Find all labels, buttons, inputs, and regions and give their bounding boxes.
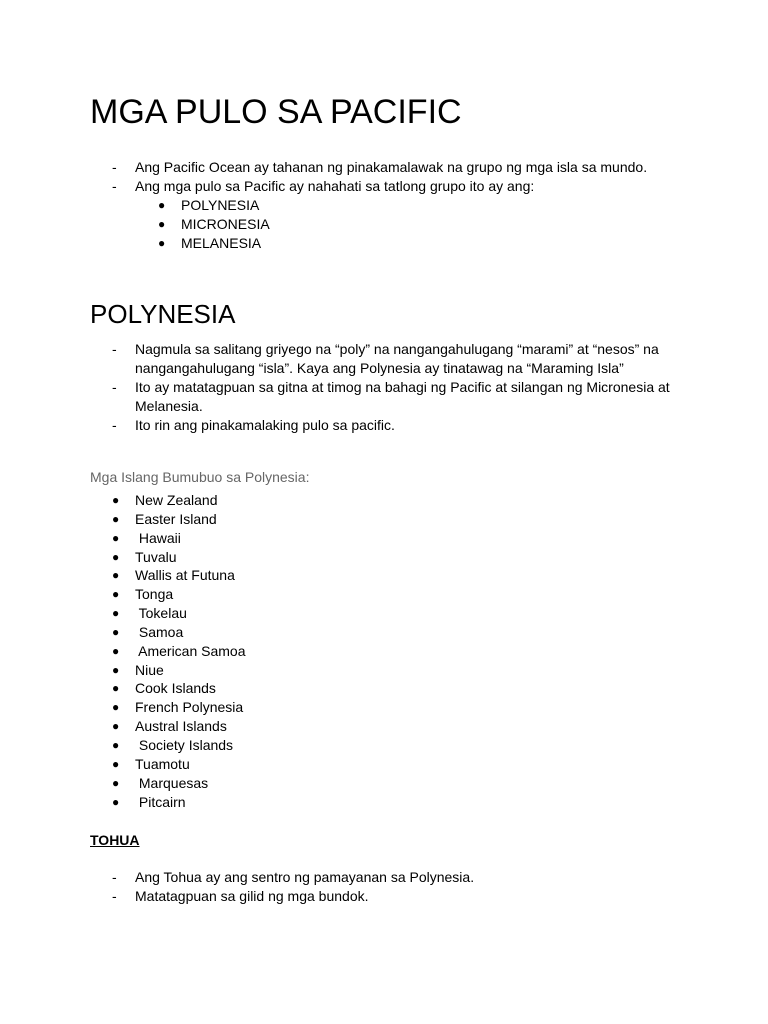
bullet-marker: ● <box>112 624 120 639</box>
bullet-marker: ● <box>112 681 120 696</box>
island-name: Tuamotu <box>135 755 190 772</box>
list-item <box>0 158 675 177</box>
island-item <box>90 566 246 585</box>
list-item <box>136 234 270 253</box>
bullet-marker: ● <box>112 568 120 583</box>
island-name: Cook Islands <box>135 680 216 697</box>
island-name: New Zealand <box>135 492 218 508</box>
bullet-marker: ● <box>112 719 120 734</box>
list-item-text: Ang mga pulo sa Pacific ay nahahati sa tatlong grupo ito ay ang: <box>135 178 535 194</box>
list-item <box>0 887 675 906</box>
island-name: Pitcairn <box>135 793 186 810</box>
island-item <box>90 548 246 567</box>
island-name: Niue <box>135 661 164 678</box>
list-item <box>0 868 675 887</box>
page-title: MGA PULO SA PACIFIC <box>90 93 462 131</box>
island-item <box>90 698 246 717</box>
bullet-marker: ● <box>112 606 120 621</box>
dash-marker: - <box>112 341 117 357</box>
island-name: Marquesas <box>135 774 209 791</box>
groups-list <box>136 196 270 253</box>
bullet-marker: ● <box>112 587 120 602</box>
list-item <box>0 416 675 435</box>
island-name: Austral Islands <box>135 718 227 735</box>
tohua-list <box>0 868 675 906</box>
island-item <box>90 529 246 548</box>
list-item <box>136 196 270 215</box>
list-item <box>136 215 270 234</box>
bullet-marker: ● <box>112 549 120 564</box>
section-heading-tohua: TOHUA <box>90 832 140 848</box>
island-item <box>90 491 246 510</box>
bullet-marker: ● <box>112 643 120 658</box>
bullet-marker: ● <box>112 511 120 526</box>
dash-marker: - <box>112 379 117 395</box>
island-item <box>90 661 246 680</box>
island-name: American Samoa <box>135 642 246 659</box>
list-item-text: Ang Tohua ay ang sentro ng pamayanan sa Polynesia. <box>135 869 475 885</box>
island-item <box>90 585 246 604</box>
list-item-text: Ang Pacific Ocean ay tahanan ng pinakamalawak na grupo ng mga isla sa mundo. <box>135 159 648 175</box>
bullet-marker: ● <box>158 198 166 212</box>
dash-marker: - <box>112 869 117 885</box>
dash-marker: - <box>112 417 117 433</box>
list-item-text: MICRONESIA <box>181 215 270 232</box>
island-name: Tokelau <box>135 605 187 622</box>
bullet-marker: ● <box>112 530 120 545</box>
islands-list <box>90 491 246 811</box>
dash-marker: - <box>112 159 117 175</box>
list-item-text: Matatagpuan sa gilid ng mga bundok. <box>135 888 369 904</box>
list-item <box>0 340 675 378</box>
island-name: Hawaii <box>135 529 181 546</box>
island-item <box>90 755 246 774</box>
list-item <box>0 378 675 416</box>
bullet-marker: ● <box>112 700 120 715</box>
bullet-marker: ● <box>112 794 120 809</box>
island-item <box>90 774 246 793</box>
island-name: Easter Island <box>135 510 217 527</box>
intro-list <box>0 158 675 196</box>
islands-subheading: Mga Islang Bumubuo sa Polynesia: <box>90 469 310 485</box>
dash-marker: - <box>112 888 117 904</box>
island-item <box>90 604 246 623</box>
island-item <box>90 642 246 661</box>
island-item <box>90 679 246 698</box>
island-name: Tuvalu <box>135 548 177 565</box>
bullet-marker: ● <box>158 235 166 250</box>
section-heading-polynesia: POLYNESIA <box>90 299 236 329</box>
island-name: Wallis at Futuna <box>135 567 235 584</box>
bullet-marker: ● <box>112 756 120 771</box>
island-name: French Polynesia <box>135 699 244 716</box>
list-item-text: MELANESIA <box>181 234 262 251</box>
bullet-marker: ● <box>112 662 120 677</box>
island-name: Samoa <box>135 623 184 640</box>
list-item-text: Ito rin ang pinakamalaking pulo sa pacific. <box>135 417 395 433</box>
list-item-text: Ito ay matatagpuan sa gitna at timog na bahagi ng Pacific at silangan ng Micronesia at Melanesia. <box>135 379 670 414</box>
bullet-marker: ● <box>158 216 166 231</box>
island-item <box>90 736 246 755</box>
bullet-marker: ● <box>112 775 120 790</box>
polynesia-list <box>0 340 675 435</box>
list-item-text: POLYNESIA <box>181 197 260 213</box>
island-name: Tonga <box>135 586 174 603</box>
island-item <box>90 510 246 529</box>
island-item <box>90 717 246 736</box>
bullet-marker: ● <box>112 737 120 752</box>
list-item <box>0 177 675 196</box>
island-item <box>90 623 246 642</box>
dash-marker: - <box>112 178 117 194</box>
island-name: Society Islands <box>135 736 234 753</box>
island-item <box>90 793 246 812</box>
list-item-text: Nagmula sa salitang griyego na “poly” na nangangahulugang “marami” at “nesos” na nangangahulugang “isla”. Kaya ang Polynesia ay tinatawag na “Maraming Isla” <box>135 341 659 376</box>
bullet-marker: ● <box>112 493 120 507</box>
